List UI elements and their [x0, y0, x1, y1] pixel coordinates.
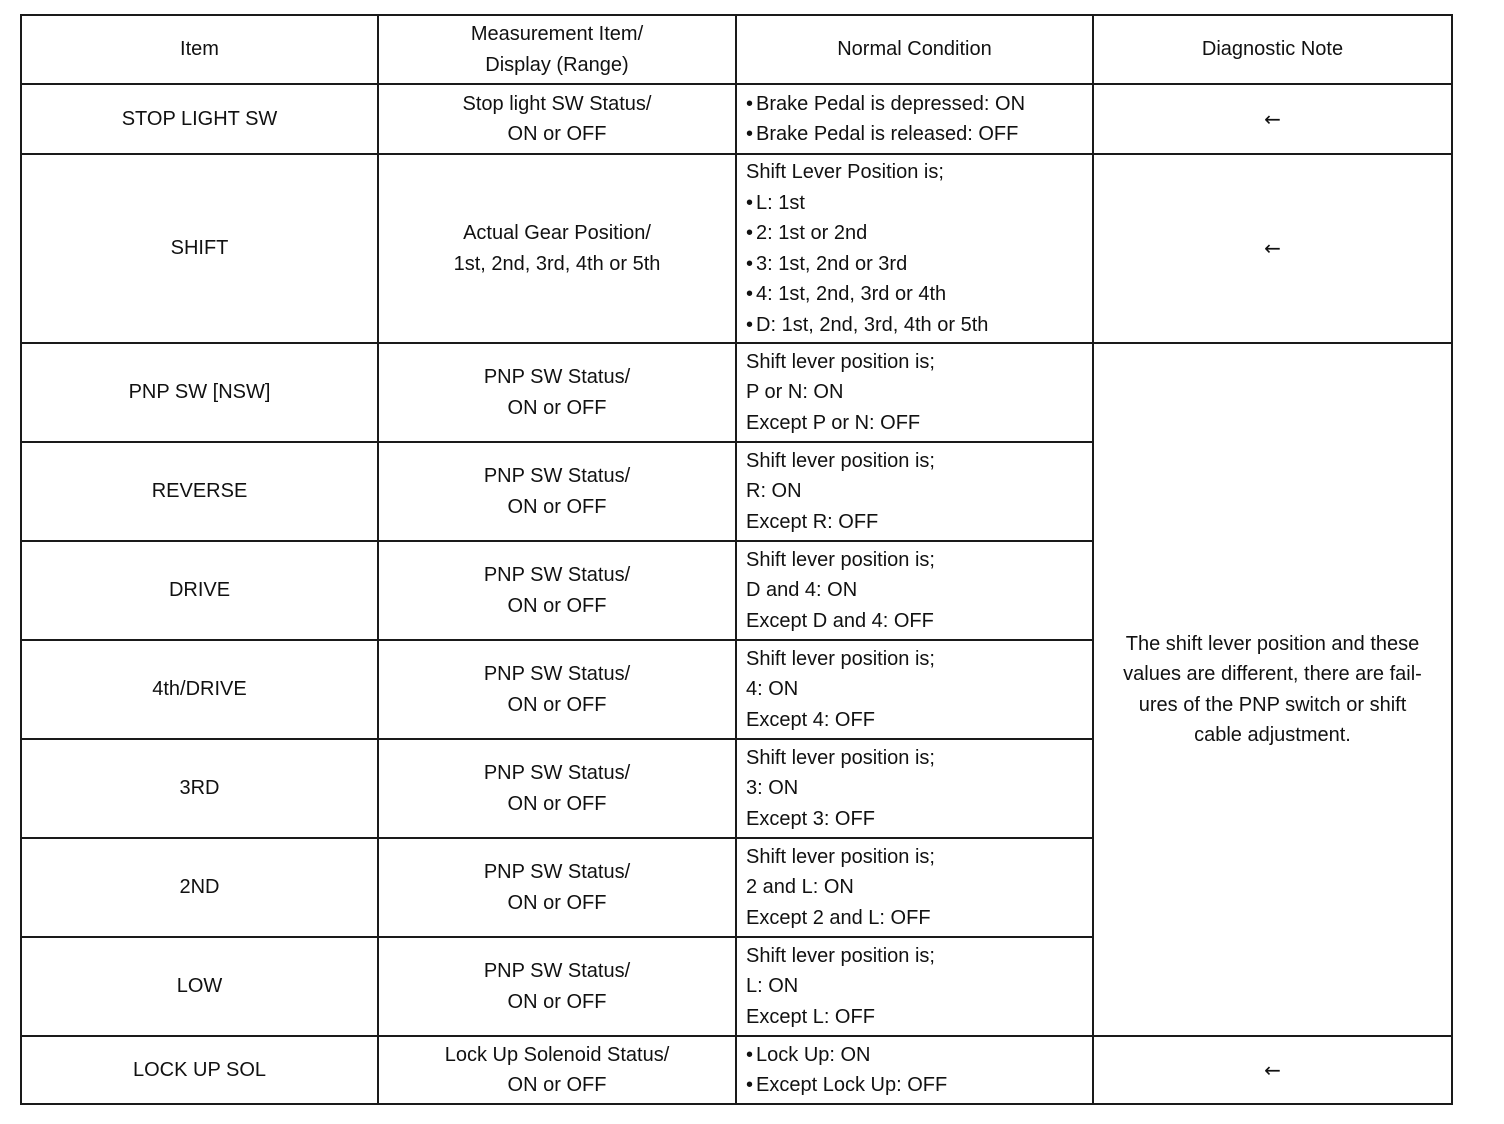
condition-cell: [736, 937, 1093, 1036]
note-line: cable adjustment.: [1194, 724, 1351, 746]
measurement-range: ON or OFF: [507, 693, 607, 716]
condition-line: Shift lever position is;: [746, 647, 935, 670]
measurement-line: Stop light SW Status/: [462, 92, 652, 115]
table-row: [21, 84, 1452, 154]
condition-line: • Lock Up: ON: [746, 1040, 1092, 1071]
condition-line: Except P or N: OFF: [746, 411, 921, 434]
measurement-line: PNP SW Status/: [483, 564, 631, 586]
condition-cell: [736, 154, 1093, 343]
condition-cell: [736, 442, 1093, 541]
measurement-cell: [378, 343, 736, 442]
condition-line: P or N: ON: [746, 381, 844, 404]
item-cell: 4th/DRIVE: [21, 640, 378, 739]
shared-diagnostic-note: [1093, 343, 1452, 1036]
condition-line: Shift lever position is;: [746, 944, 935, 967]
condition-line: Shift lever position is;: [746, 746, 935, 769]
condition-line: • L: 1st: [746, 188, 1092, 219]
condition-cell: [736, 640, 1093, 739]
condition-line: Except D and 4: OFF: [746, 609, 934, 632]
note-line: The shift lever position and these: [1125, 632, 1420, 655]
condition-line: Except 2 and L: OFF: [746, 906, 931, 929]
measurement-cell: [378, 84, 736, 154]
measurement-cell: [378, 154, 736, 343]
measurement-cell: [378, 640, 736, 739]
measurement-line: PNP SW Status/: [483, 366, 631, 388]
item-cell: LOCK UP SOL: [21, 1036, 378, 1104]
header-diagnostic-note: Diagnostic Note: [1093, 15, 1452, 84]
condition-line: 3: ON: [746, 777, 799, 800]
condition-line: 2 and L: ON: [746, 876, 854, 899]
item-cell: STOP LIGHT SW: [21, 84, 378, 154]
condition-cell: [736, 343, 1093, 442]
measurement-line: PNP SW Status/: [483, 663, 631, 685]
header-measurement-line2: Display (Range): [485, 53, 629, 76]
measurement-range: ON or OFF: [507, 990, 607, 1013]
measurement-line: PNP SW Status/: [483, 762, 631, 784]
header-measurement-line1: Measurement Item/: [470, 23, 644, 45]
item-cell: REVERSE: [21, 442, 378, 541]
left-arrow-icon: ←: [1093, 154, 1452, 343]
table-row: [21, 154, 1452, 343]
condition-line: 4: ON: [746, 678, 799, 701]
condition-line: D and 4: ON: [746, 579, 858, 602]
item-cell: DRIVE: [21, 541, 378, 640]
condition-heading: Shift Lever Position is;: [746, 161, 944, 183]
measurement-range: ON or OFF: [507, 891, 607, 914]
measurement-line: PNP SW Status/: [483, 861, 631, 883]
header-row: [21, 15, 1452, 84]
condition-line: • 2: 1st or 2nd: [746, 218, 1092, 249]
condition-line: • D: 1st, 2nd, 3rd, 4th or 5th: [746, 310, 1092, 341]
condition-line: Except 4: OFF: [746, 708, 875, 731]
note-line: values are different, there are fail-: [1123, 663, 1422, 685]
header-item: Item: [21, 15, 378, 84]
note-line: ures of the PNP switch or shift: [1138, 693, 1407, 716]
measurement-cell: [378, 1036, 736, 1104]
measurement-range: ON or OFF: [507, 495, 607, 518]
header-measurement: [378, 15, 736, 84]
table-row: [21, 343, 1452, 442]
condition-line: R: ON: [746, 480, 802, 503]
item-cell: SHIFT: [21, 154, 378, 343]
measurement-range: ON or OFF: [507, 594, 607, 617]
condition-cell: [736, 541, 1093, 640]
condition-line: • Brake Pedal is depressed: ON: [746, 89, 1092, 120]
condition-cell: [736, 1036, 1093, 1104]
condition-line: Shift lever position is;: [746, 449, 935, 472]
measurement-line: Lock Up Solenoid Status/: [444, 1043, 670, 1066]
measurement-range: 1st, 2nd, 3rd, 4th or 5th: [453, 252, 661, 275]
measurement-range: ON or OFF: [507, 396, 607, 419]
condition-line: • 4: 1st, 2nd, 3rd or 4th: [746, 279, 1092, 310]
left-arrow-icon: ←: [1093, 84, 1452, 154]
condition-cell: [736, 84, 1093, 154]
item-cell: 3RD: [21, 739, 378, 838]
diagnostic-table: [20, 14, 1453, 1105]
measurement-cell: [378, 442, 736, 541]
condition-line: • 3: 1st, 2nd or 3rd: [746, 249, 1092, 280]
condition-line: • Except Lock Up: OFF: [746, 1070, 1092, 1101]
condition-line: L: ON: [746, 975, 799, 998]
measurement-range: ON or OFF: [507, 123, 607, 145]
measurement-line: Actual Gear Position/: [463, 222, 651, 244]
measurement-range: ON or OFF: [507, 1074, 607, 1096]
item-cell: 2ND: [21, 838, 378, 937]
measurement-range: ON or OFF: [507, 792, 607, 815]
condition-cell: [736, 739, 1093, 838]
condition-line: Except R: OFF: [746, 510, 879, 533]
item-cell: PNP SW [NSW]: [21, 343, 378, 442]
measurement-line: PNP SW Status/: [483, 465, 631, 487]
left-arrow-icon: ←: [1093, 1036, 1452, 1104]
condition-line: Except 3: OFF: [746, 807, 875, 830]
header-normal-condition: Normal Condition: [736, 15, 1093, 84]
measurement-line: PNP SW Status/: [483, 960, 631, 982]
measurement-cell: [378, 937, 736, 1036]
condition-line: • Brake Pedal is released: OFF: [746, 119, 1092, 150]
measurement-cell: [378, 541, 736, 640]
measurement-cell: [378, 739, 736, 838]
condition-line: Shift lever position is;: [746, 548, 935, 571]
item-cell: LOW: [21, 937, 378, 1036]
condition-line: Shift lever position is;: [746, 350, 935, 373]
table-row: [21, 1036, 1452, 1104]
condition-cell: [736, 838, 1093, 937]
measurement-cell: [378, 838, 736, 937]
condition-line: Except L: OFF: [746, 1005, 875, 1028]
condition-line: Shift lever position is;: [746, 845, 935, 868]
